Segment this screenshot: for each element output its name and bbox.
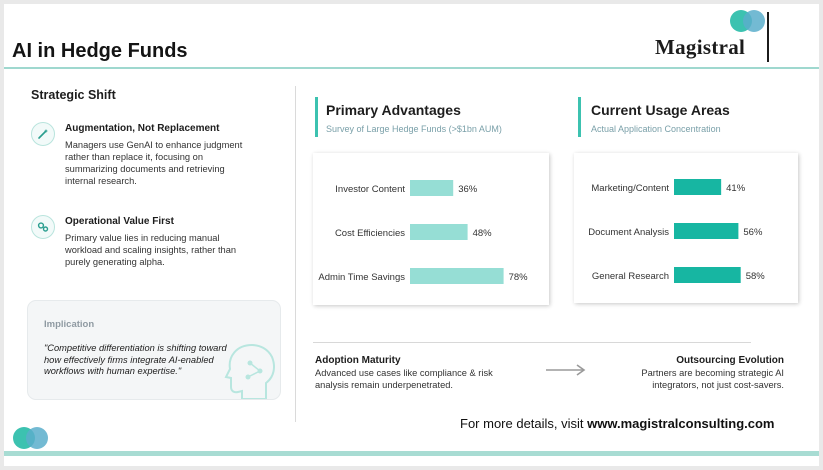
arrow-right-icon — [545, 363, 587, 377]
company-logo: Magistral — [655, 35, 746, 59]
bar — [674, 267, 741, 283]
bar — [674, 223, 738, 239]
bar-value-label: 58% — [745, 271, 765, 282]
current-usage-title: Current Usage Areas — [591, 102, 730, 118]
outsourcing-evolution-title: Outsourcing Evolution — [676, 355, 784, 366]
primary-advantages-accent — [315, 97, 318, 137]
primary-advantages-chart-svg — [313, 153, 549, 305]
page-title: AI in Hedge Funds — [12, 40, 188, 62]
visit-text: For more details, visit www.magistralconsulting.com — [460, 416, 775, 431]
current-usage-subtitle: Actual Application Concentration — [591, 124, 721, 134]
current-usage-chart-svg — [574, 153, 798, 303]
bar-value-label: 78% — [508, 272, 528, 283]
bar-category-label: Investor Content — [335, 184, 405, 195]
magic-wand-icon — [31, 122, 55, 146]
bar-value-label: 48% — [472, 228, 492, 239]
visit-link[interactable]: www.magistralconsulting.com — [587, 416, 775, 431]
adoption-maturity-body: Advanced use cases like compliance & risk analysis remain underpenetrated. — [315, 368, 493, 390]
column-divider — [295, 86, 296, 422]
operational-value-title: Operational Value First — [65, 216, 174, 227]
bar-value-label: 56% — [743, 227, 763, 238]
implication-quote: "Competitive differentiation is shifting toward how effectively firms integrate AI-enabled workflows with human expertise." — [44, 343, 227, 376]
footer-divider — [4, 451, 819, 456]
current-usage-chart — [574, 153, 798, 303]
primary-advantages-title: Primary Advantages — [326, 102, 461, 118]
strategic-shift-heading: Strategic Shift — [31, 88, 116, 102]
footer-separator — [313, 342, 751, 343]
bar — [410, 224, 468, 240]
augmentation-title: Augmentation, Not Replacement — [65, 123, 220, 134]
operational-value-body: Primary value lies in reducing manual workload and scaling insights, rather than purely generating alpha. — [65, 233, 237, 267]
bar — [674, 179, 721, 195]
outsourcing-evolution-body: Partners are becoming strategic AI integrators, not just cost-savers. — [641, 368, 784, 390]
slide — [4, 4, 819, 466]
adoption-maturity-title: Adoption Maturity — [315, 355, 401, 366]
bar-category-label: Marketing/Content — [591, 183, 669, 194]
bar-category-label: Admin Time Savings — [318, 272, 405, 283]
bar-value-label: 41% — [726, 183, 746, 194]
gears-icon — [31, 215, 55, 239]
bar-category-label: General Research — [591, 271, 669, 282]
bar — [410, 180, 453, 196]
implication-label: Implication — [44, 319, 95, 330]
logo-divider — [767, 12, 769, 62]
augmentation-body: Managers use GenAI to enhance judgment rather than replace it, focusing on summarizing documents and retrieving internal research. — [65, 140, 243, 186]
header-divider — [4, 67, 819, 69]
bar-value-label: 36% — [458, 184, 478, 195]
bar-category-label: Document Analysis — [588, 227, 669, 238]
primary-advantages-chart — [313, 153, 549, 305]
implication-box — [27, 300, 281, 400]
ai-head-icon — [222, 341, 278, 400]
current-usage-accent — [578, 97, 581, 137]
bar — [410, 268, 504, 284]
footer-circles-icon — [13, 427, 53, 451]
logo-circles-icon — [730, 10, 770, 34]
primary-advantages-subtitle: Survey of Large Hedge Funds (>$1bn AUM) — [326, 124, 502, 134]
bar-category-label: Cost Efficiencies — [334, 228, 405, 239]
